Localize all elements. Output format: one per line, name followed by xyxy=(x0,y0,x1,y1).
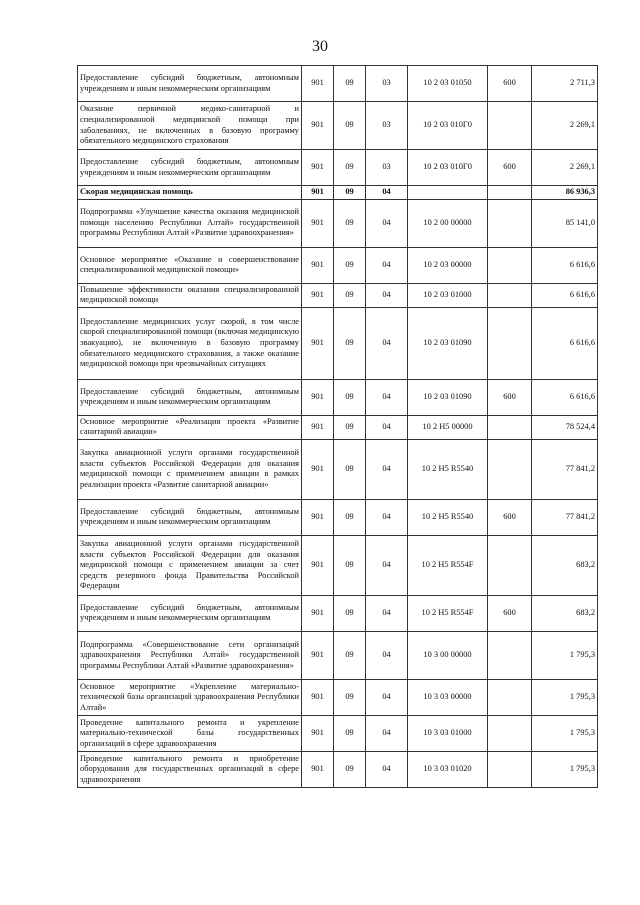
row-name: Подпрограмма «Улучшение качества оказания медицинской помощи населению Республики Алтай» государственной программы Республики Алтай «Развитие здравоохранения» xyxy=(78,199,302,247)
row-sum: 1 795,3 xyxy=(532,631,598,679)
row-csr: 10 2 03 00000 xyxy=(408,247,488,283)
row-rz: 09 xyxy=(334,595,366,631)
row-sum: 683,2 xyxy=(532,595,598,631)
row-name: Проведение капитального ремонта и приобретение оборудования для государственных организаций в сфере здравоохранения xyxy=(78,751,302,787)
row-vr xyxy=(488,715,532,751)
row-rz: 09 xyxy=(334,499,366,535)
row-vr xyxy=(488,535,532,595)
row-csr: 10 3 03 00000 xyxy=(408,679,488,715)
row-name: Основное мероприятие «Реализация проекта «Развитие санитарной авиации» xyxy=(78,415,302,439)
row-name: Предоставление субсидий бюджетным, автономным учреждениям и иным некоммерческим организациям xyxy=(78,150,302,186)
row-pr: 03 xyxy=(366,150,408,186)
row-ved: 901 xyxy=(302,679,334,715)
row-name: Закупка авиационной услуги органами государственной власти субъектов Российской Федерации для оказания медицинской помощи с применением авиации за счет средств резервного фонда Правительства Российской Федерации xyxy=(78,535,302,595)
row-ved: 901 xyxy=(302,186,334,200)
table-row xyxy=(78,715,598,751)
row-ved: 901 xyxy=(302,499,334,535)
table-row xyxy=(78,595,598,631)
row-sum: 85 141,0 xyxy=(532,199,598,247)
row-sum: 6 616,6 xyxy=(532,307,598,379)
row-pr: 04 xyxy=(366,595,408,631)
row-name: Предоставление субсидий бюджетным, автономным учреждениям и иным некоммерческим организациям xyxy=(78,66,302,102)
row-pr: 04 xyxy=(366,715,408,751)
row-name: Скорая медицинская помощь xyxy=(78,186,302,200)
row-vr: 600 xyxy=(488,379,532,415)
row-name: Основное мероприятие «Оказание и совершенствование специализированной медицинской помощи» xyxy=(78,247,302,283)
row-csr: 10 3 03 01020 xyxy=(408,751,488,787)
row-csr: 10 2 00 00000 xyxy=(408,199,488,247)
row-csr: 10 2 03 010Г0 xyxy=(408,150,488,186)
row-csr: 10 3 00 00000 xyxy=(408,631,488,679)
table-row xyxy=(78,535,598,595)
row-pr: 03 xyxy=(366,66,408,102)
row-vr xyxy=(488,307,532,379)
row-csr: 10 2 Н5 R5540 xyxy=(408,499,488,535)
row-csr: 10 2 03 01090 xyxy=(408,379,488,415)
row-rz: 09 xyxy=(334,283,366,307)
row-ved: 901 xyxy=(302,595,334,631)
row-pr: 04 xyxy=(366,499,408,535)
row-vr xyxy=(488,631,532,679)
row-sum: 1 795,3 xyxy=(532,715,598,751)
row-name: Оказание первичной медико-санитарной и специализированной медицинской помощи при заболеваниях, не включенных в базовую программу обязательного медицинского страхования xyxy=(78,102,302,150)
row-ved: 901 xyxy=(302,150,334,186)
row-vr xyxy=(488,751,532,787)
row-sum: 1 795,3 xyxy=(532,751,598,787)
row-rz: 09 xyxy=(334,751,366,787)
row-vr xyxy=(488,283,532,307)
row-name: Предоставление субсидий бюджетным, автономным учреждениям и иным некоммерческим организациям xyxy=(78,379,302,415)
row-sum: 77 841,2 xyxy=(532,499,598,535)
table-row xyxy=(78,415,598,439)
row-ved: 901 xyxy=(302,247,334,283)
row-rz: 09 xyxy=(334,186,366,200)
row-sum: 78 524,4 xyxy=(532,415,598,439)
row-vr xyxy=(488,186,532,200)
table-row xyxy=(78,439,598,499)
row-rz: 09 xyxy=(334,307,366,379)
row-ved: 901 xyxy=(302,751,334,787)
table-row xyxy=(78,150,598,186)
row-name: Закупка авиационной услуги органами государственной власти субъектов Российской Федерации для оказания медицинской помощи с применением авиации в рамках реализации проекта «Развитие санитарной авиации» xyxy=(78,439,302,499)
row-name: Повышение эффективности оказания специализированной медицинской помощи xyxy=(78,283,302,307)
row-vr: 600 xyxy=(488,499,532,535)
row-sum: 77 841,2 xyxy=(532,439,598,499)
table-row xyxy=(78,499,598,535)
row-csr: 10 2 Н5 00000 xyxy=(408,415,488,439)
row-sum: 2 269,1 xyxy=(532,150,598,186)
row-pr: 04 xyxy=(366,439,408,499)
row-pr: 03 xyxy=(366,102,408,150)
row-rz: 09 xyxy=(334,379,366,415)
row-csr: 10 2 03 01000 xyxy=(408,283,488,307)
row-sum: 2 269,1 xyxy=(532,102,598,150)
row-ved: 901 xyxy=(302,199,334,247)
table-row xyxy=(78,66,598,102)
row-ved: 901 xyxy=(302,631,334,679)
table-row xyxy=(78,307,598,379)
row-ved: 901 xyxy=(302,535,334,595)
row-csr: 10 2 03 01090 xyxy=(408,307,488,379)
table-row xyxy=(78,186,598,200)
row-ved: 901 xyxy=(302,66,334,102)
row-rz: 09 xyxy=(334,66,366,102)
row-pr: 04 xyxy=(366,751,408,787)
row-name: Предоставление медицинских услуг скорой, в том числе скорой специализированной помощи (включая медицинскую эвакуацию), не включенную в базовую программу обязательного медицинского страхования, а также оказание медицинской помощи при чрезвычайных ситуациях xyxy=(78,307,302,379)
row-ved: 901 xyxy=(302,439,334,499)
budget-table xyxy=(77,65,598,788)
row-csr xyxy=(408,186,488,200)
row-rz: 09 xyxy=(334,631,366,679)
row-rz: 09 xyxy=(334,415,366,439)
row-vr: 600 xyxy=(488,66,532,102)
row-sum: 6 616,6 xyxy=(532,379,598,415)
row-ved: 901 xyxy=(302,283,334,307)
row-rz: 09 xyxy=(334,150,366,186)
row-csr: 10 2 Н5 R554F xyxy=(408,535,488,595)
row-csr: 10 2 Н5 R5540 xyxy=(408,439,488,499)
table-body xyxy=(78,66,598,788)
row-name: Проведение капитального ремонта и укрепление материально-технической базы государственных организаций в сфере здравоохранения xyxy=(78,715,302,751)
row-vr xyxy=(488,199,532,247)
table-row xyxy=(78,679,598,715)
row-sum: 2 711,3 xyxy=(532,66,598,102)
row-vr xyxy=(488,679,532,715)
row-pr: 04 xyxy=(366,307,408,379)
row-pr: 04 xyxy=(366,535,408,595)
row-rz: 09 xyxy=(334,247,366,283)
row-ved: 901 xyxy=(302,379,334,415)
row-ved: 901 xyxy=(302,102,334,150)
table-row xyxy=(78,199,598,247)
table-row xyxy=(78,247,598,283)
table-row xyxy=(78,102,598,150)
row-name: Предоставление субсидий бюджетным, автономным учреждениям и иным некоммерческим организациям xyxy=(78,499,302,535)
table-row xyxy=(78,751,598,787)
row-pr: 04 xyxy=(366,186,408,200)
row-rz: 09 xyxy=(334,535,366,595)
row-rz: 09 xyxy=(334,102,366,150)
table-row xyxy=(78,283,598,307)
table-row xyxy=(78,379,598,415)
row-csr: 10 3 03 01000 xyxy=(408,715,488,751)
row-ved: 901 xyxy=(302,715,334,751)
row-pr: 04 xyxy=(366,283,408,307)
row-ved: 901 xyxy=(302,415,334,439)
row-pr: 04 xyxy=(366,247,408,283)
row-sum: 6 616,6 xyxy=(532,283,598,307)
table-row xyxy=(78,631,598,679)
row-pr: 04 xyxy=(366,679,408,715)
row-vr xyxy=(488,247,532,283)
row-name: Предоставление субсидий бюджетным, автономным учреждениям и иным некоммерческим организациям xyxy=(78,595,302,631)
row-vr xyxy=(488,439,532,499)
row-name: Подпрограмма «Совершенствование сети организаций здравоохранения Республики Алтай» государственной программы Республики Алтай «Развитие здравоохранения» xyxy=(78,631,302,679)
row-csr: 10 2 03 010Г0 xyxy=(408,102,488,150)
row-sum: 1 795,3 xyxy=(532,679,598,715)
row-rz: 09 xyxy=(334,715,366,751)
row-vr: 600 xyxy=(488,595,532,631)
page-number: 30 xyxy=(312,38,328,55)
row-sum: 6 616,6 xyxy=(532,247,598,283)
row-vr xyxy=(488,415,532,439)
row-ved: 901 xyxy=(302,307,334,379)
row-name: Основное мероприятие «Укрепление материально-технической базы организаций здравоохранения Республики Алтай» xyxy=(78,679,302,715)
row-pr: 04 xyxy=(366,199,408,247)
row-sum: 683,2 xyxy=(532,535,598,595)
row-pr: 04 xyxy=(366,631,408,679)
row-rz: 09 xyxy=(334,199,366,247)
row-vr: 600 xyxy=(488,150,532,186)
row-rz: 09 xyxy=(334,679,366,715)
row-csr: 10 2 03 01050 xyxy=(408,66,488,102)
row-rz: 09 xyxy=(334,439,366,499)
row-vr xyxy=(488,102,532,150)
row-pr: 04 xyxy=(366,415,408,439)
row-pr: 04 xyxy=(366,379,408,415)
row-sum: 86 936,3 xyxy=(532,186,598,200)
row-csr: 10 2 Н5 R554F xyxy=(408,595,488,631)
